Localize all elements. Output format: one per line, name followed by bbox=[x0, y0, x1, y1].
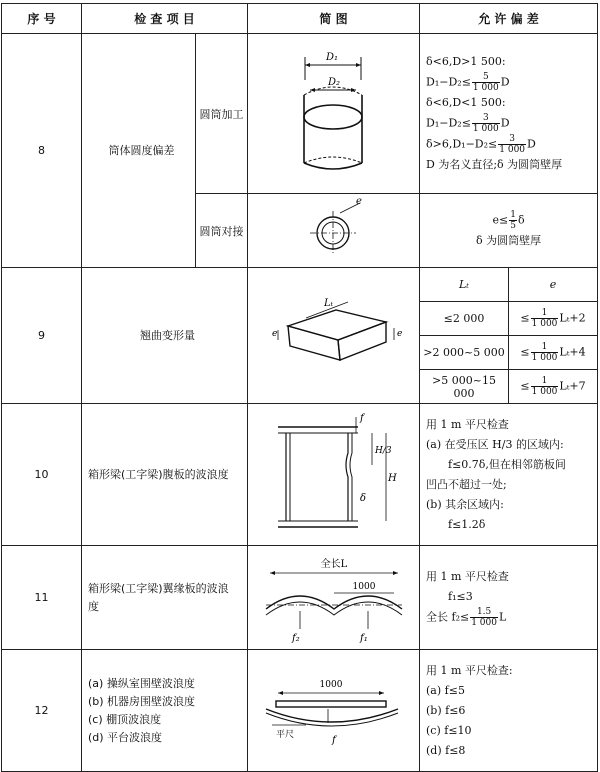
inspection-table bbox=[1, 3, 598, 772]
header-no: 序 号 bbox=[2, 4, 82, 34]
row-10-item: 箱形梁(工字梁)腹板的波浪度 bbox=[82, 404, 248, 546]
warp-tolerance-table bbox=[420, 268, 597, 403]
d1-label: D₁ bbox=[326, 51, 339, 63]
warp-figure bbox=[248, 270, 420, 402]
row-9-number: 9 bbox=[2, 268, 82, 404]
tol-10-l2: (a) 在受压区 H/3 的区域内: bbox=[426, 437, 564, 451]
row-8-figure-b bbox=[248, 194, 420, 268]
header-tolerance: 允 许 偏 差 bbox=[420, 4, 598, 34]
col-e: e bbox=[509, 268, 598, 302]
panel-wave-figure bbox=[248, 651, 420, 771]
row-12-item-a: (a) 操纵室围壁波浪度 bbox=[88, 676, 195, 690]
row-8-tolerance-b bbox=[420, 194, 598, 268]
row-12-item bbox=[82, 650, 248, 772]
tol-8b-l2: δ 为圆筒壁厚 bbox=[475, 234, 542, 247]
row-8-sub-b: 圆筒对接 bbox=[196, 194, 248, 268]
row-10 bbox=[2, 404, 598, 546]
row-9-item: 翘曲变形量 bbox=[82, 268, 248, 404]
row-10-tolerance bbox=[420, 404, 598, 546]
tol-10-l1: 用 1 m 平尺检查 bbox=[426, 417, 509, 431]
butt-joint-figure bbox=[248, 195, 420, 267]
delta-label: δ bbox=[360, 492, 367, 504]
tol-8-l4: D₁−D₂≤ $\frac{3}{1 000}$ D bbox=[426, 113, 510, 134]
e-label-8: e bbox=[356, 195, 362, 207]
tol-12-l5: (d) f≤8 bbox=[426, 743, 466, 757]
d2-label: D₂ bbox=[328, 76, 341, 88]
tol-10-l5: (b) 其余区域内: bbox=[426, 497, 504, 511]
row-8a bbox=[2, 34, 598, 194]
row-12-item-c: (c) 棚顶波浪度 bbox=[88, 712, 162, 726]
h-label: H bbox=[388, 472, 397, 484]
header-figure: 简 图 bbox=[248, 4, 420, 34]
row-11 bbox=[2, 546, 598, 650]
e-right-9: e bbox=[397, 328, 403, 339]
row-8-number: 8 bbox=[2, 34, 82, 268]
row-12-figure bbox=[248, 650, 420, 772]
tol-12-l4: (c) f≤10 bbox=[426, 723, 472, 737]
lt-label-9: Lₜ bbox=[324, 297, 334, 309]
tol-8-l5: δ>6,D₁−D₂≤ $\frac{3}{1 000}$ D bbox=[426, 134, 536, 155]
tol-11-l3: 全长 f₂≤ $\frac{1.5}{1 000}$ L bbox=[426, 607, 507, 628]
row-12-tolerance bbox=[420, 650, 598, 772]
tol-10-l3: f≤0.7δ,但在相邻筋板间 bbox=[448, 457, 566, 471]
col-lt: Lₜ bbox=[420, 268, 509, 302]
tol-12-l1: 用 1 m 平尺检查: bbox=[426, 663, 513, 677]
flange-wave-figure bbox=[248, 547, 420, 649]
tol-8-l6: D 为名义直径;δ 为圆筒壁厚 bbox=[426, 158, 563, 171]
row-11-item-l2: 度 bbox=[88, 599, 99, 613]
row-8-item: 筒体圆度偏差 bbox=[82, 34, 196, 268]
dim-1000-11: 1000 bbox=[352, 581, 376, 592]
row-12 bbox=[2, 650, 598, 772]
row-11-item bbox=[82, 546, 248, 650]
f2-label: f₂ bbox=[292, 632, 300, 644]
tol-11-l1: 用 1 m 平尺检查 bbox=[426, 570, 509, 583]
cylinder-figure bbox=[248, 35, 420, 193]
f-label-10: f bbox=[360, 412, 364, 424]
warp-row-3: >5 000~15 000 ≤ $\frac{1}{1 000}$ Lₜ+7 bbox=[420, 370, 597, 404]
row-8-tolerance-a bbox=[420, 34, 598, 194]
ruler-label: 平尺 bbox=[276, 729, 295, 740]
tol-12-l2: (a) f≤5 bbox=[426, 683, 465, 697]
f1-label: f₁ bbox=[360, 632, 368, 644]
row-10-number: 10 bbox=[2, 404, 82, 546]
tol-8-l1: δ<6,D>1 500: bbox=[426, 55, 506, 68]
row-8-figure-a bbox=[248, 34, 420, 194]
tol-8-l3: δ<6,D<1 500: bbox=[426, 96, 506, 109]
warp-row-1: ≤2 000 ≤ $\frac{1}{1 000}$ Lₜ+2 bbox=[420, 302, 597, 336]
row-10-figure bbox=[248, 404, 420, 546]
tol-11-l2: f₁≤3 bbox=[448, 590, 473, 603]
row-11-tolerance bbox=[420, 546, 598, 650]
row-11-number: 11 bbox=[2, 546, 82, 650]
tol-12-l3: (b) f≤6 bbox=[426, 703, 466, 717]
row-11-item-l1: 箱形梁(工字梁)翼缘板的波浪 bbox=[88, 581, 229, 595]
row-9-tolerance bbox=[420, 268, 598, 404]
dim-1000-12: 1000 bbox=[319, 679, 343, 690]
web-wave-figure bbox=[248, 405, 420, 545]
header-item: 检 查 项 目 bbox=[82, 4, 248, 34]
tol-8b-l1: e≤ $\frac{1}{5}$ δ bbox=[492, 210, 525, 231]
row-9-figure bbox=[248, 268, 420, 404]
row-8-sub-a: 圆筒加工 bbox=[196, 34, 248, 194]
total-length-label: 全长L bbox=[320, 558, 348, 570]
header-row bbox=[2, 4, 598, 34]
h3-label: H/3 bbox=[375, 445, 392, 456]
row-12-item-b: (b) 机器房围壁波浪度 bbox=[88, 694, 196, 708]
row-12-number: 12 bbox=[2, 650, 82, 772]
row-11-figure bbox=[248, 546, 420, 650]
tol-10-l6: f≤1.2δ bbox=[448, 517, 486, 531]
tol-10-l4: 凹凸不超过一处; bbox=[426, 477, 507, 491]
tol-8-l2: D₁−D₂≤ $\frac{5}{1 000}$ D bbox=[426, 72, 510, 93]
warp-row-2: >2 000~5 000 ≤ $\frac{1}{1 000}$ Lₜ+4 bbox=[420, 336, 597, 370]
f-label-12: f bbox=[332, 734, 336, 746]
e-left-9: e bbox=[272, 328, 278, 339]
row-9 bbox=[2, 268, 598, 404]
row-12-item-d: (d) 平台波浪度 bbox=[88, 730, 163, 744]
